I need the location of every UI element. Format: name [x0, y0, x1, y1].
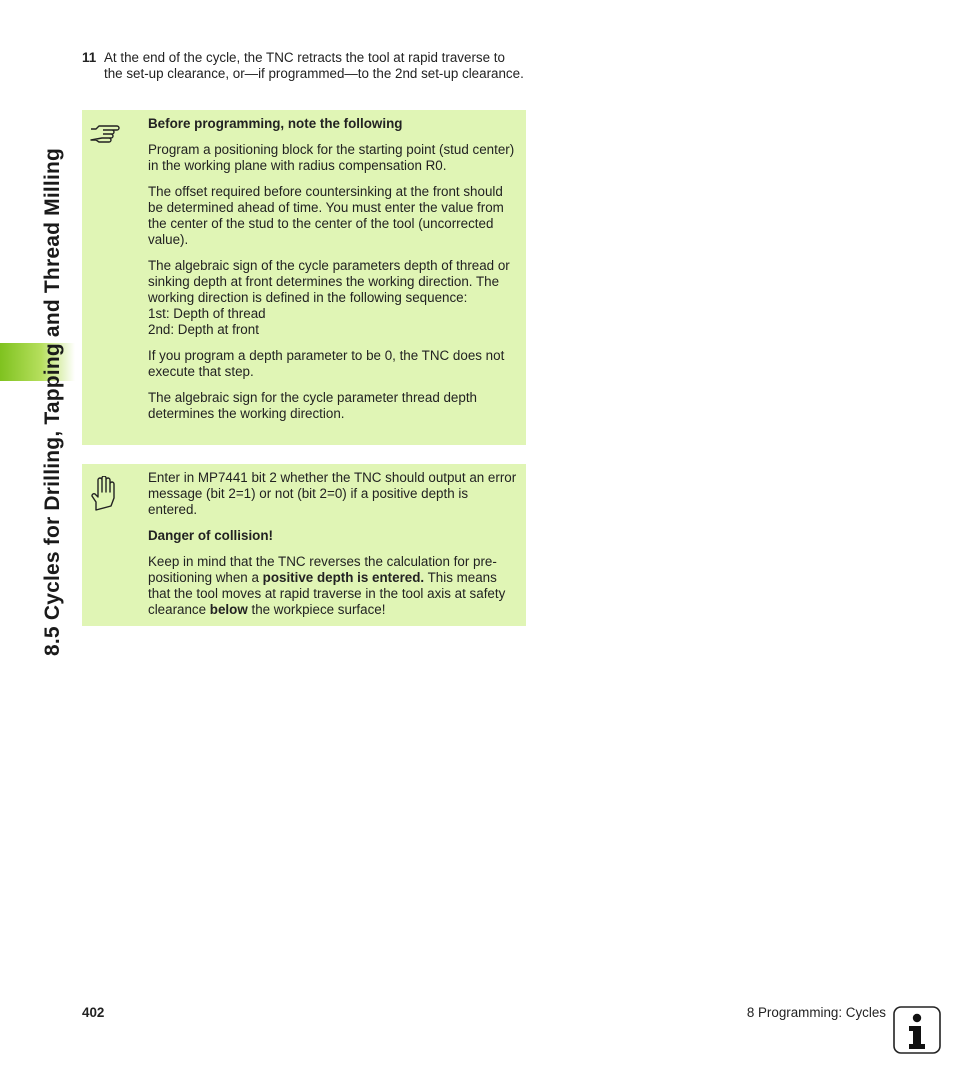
section-title: 8.5 Cycles for Drilling, Tapping and Thread Milling — [41, 147, 64, 656]
step-number: 11 — [82, 50, 97, 65]
note-paragraph: If you program a depth parameter to be 0, the TNC does not execute that step. — [148, 348, 505, 379]
sequence-item: 1st: Depth of thread — [148, 306, 266, 321]
text-run-bold: below — [209, 602, 248, 617]
note-paragraph: Enter in MP7441 bit 2 whether the TNC should output an error message (bit 2=1) or not (bit 2=0) if a positive depth is entered. — [148, 470, 517, 517]
note-heading: Danger of collision! — [148, 528, 273, 543]
caution-hand-icon — [88, 476, 116, 512]
note-paragraph: The offset required before countersinking at the front should be determined ahead of time. You must enter the value from the center of the stud to the center of the tool (uncorrected value). — [148, 184, 504, 247]
sequence-item: 2nd: Depth at front — [148, 322, 259, 337]
sequence-intro: The algebraic sign of the cycle parameters depth of thread or sinking depth at front determines the working direction. The working direction is defined in the following sequence: — [148, 258, 510, 305]
note-box-collision — [82, 464, 526, 626]
pointing-hand-icon — [89, 119, 123, 147]
note-paragraph-sequence — [148, 258, 518, 338]
chapter-title: 8 Programming: Cycles — [746, 1005, 886, 1020]
text-run-bold: positive depth is entered. — [262, 570, 425, 585]
note-paragraph-warning — [148, 554, 518, 618]
note-box-programming — [82, 110, 526, 445]
text-run: This means that the tool moves at rapid traverse in the tool axis at safety clearance — [148, 570, 506, 617]
step-text: At the end of the cycle, the TNC retracts the tool at rapid traverse to the set-up clearance, or—if programmed—to the 2nd set-up clearance. — [104, 50, 524, 81]
note-heading: Before programming, note the following — [148, 116, 403, 131]
page-number: 402 — [82, 1005, 105, 1020]
step-item — [82, 50, 527, 82]
note-paragraph: The algebraic sign for the cycle parameter thread depth determines the working direction. — [148, 390, 477, 421]
text-run: the workpiece surface! — [247, 602, 386, 617]
info-icon — [893, 1006, 941, 1054]
text-run: Keep in mind that the TNC reverses the calculation for pre-positioning when a — [148, 554, 497, 585]
note-paragraph: Program a positioning block for the starting point (stud center) in the working plane with radius compensation R0. — [148, 142, 515, 173]
